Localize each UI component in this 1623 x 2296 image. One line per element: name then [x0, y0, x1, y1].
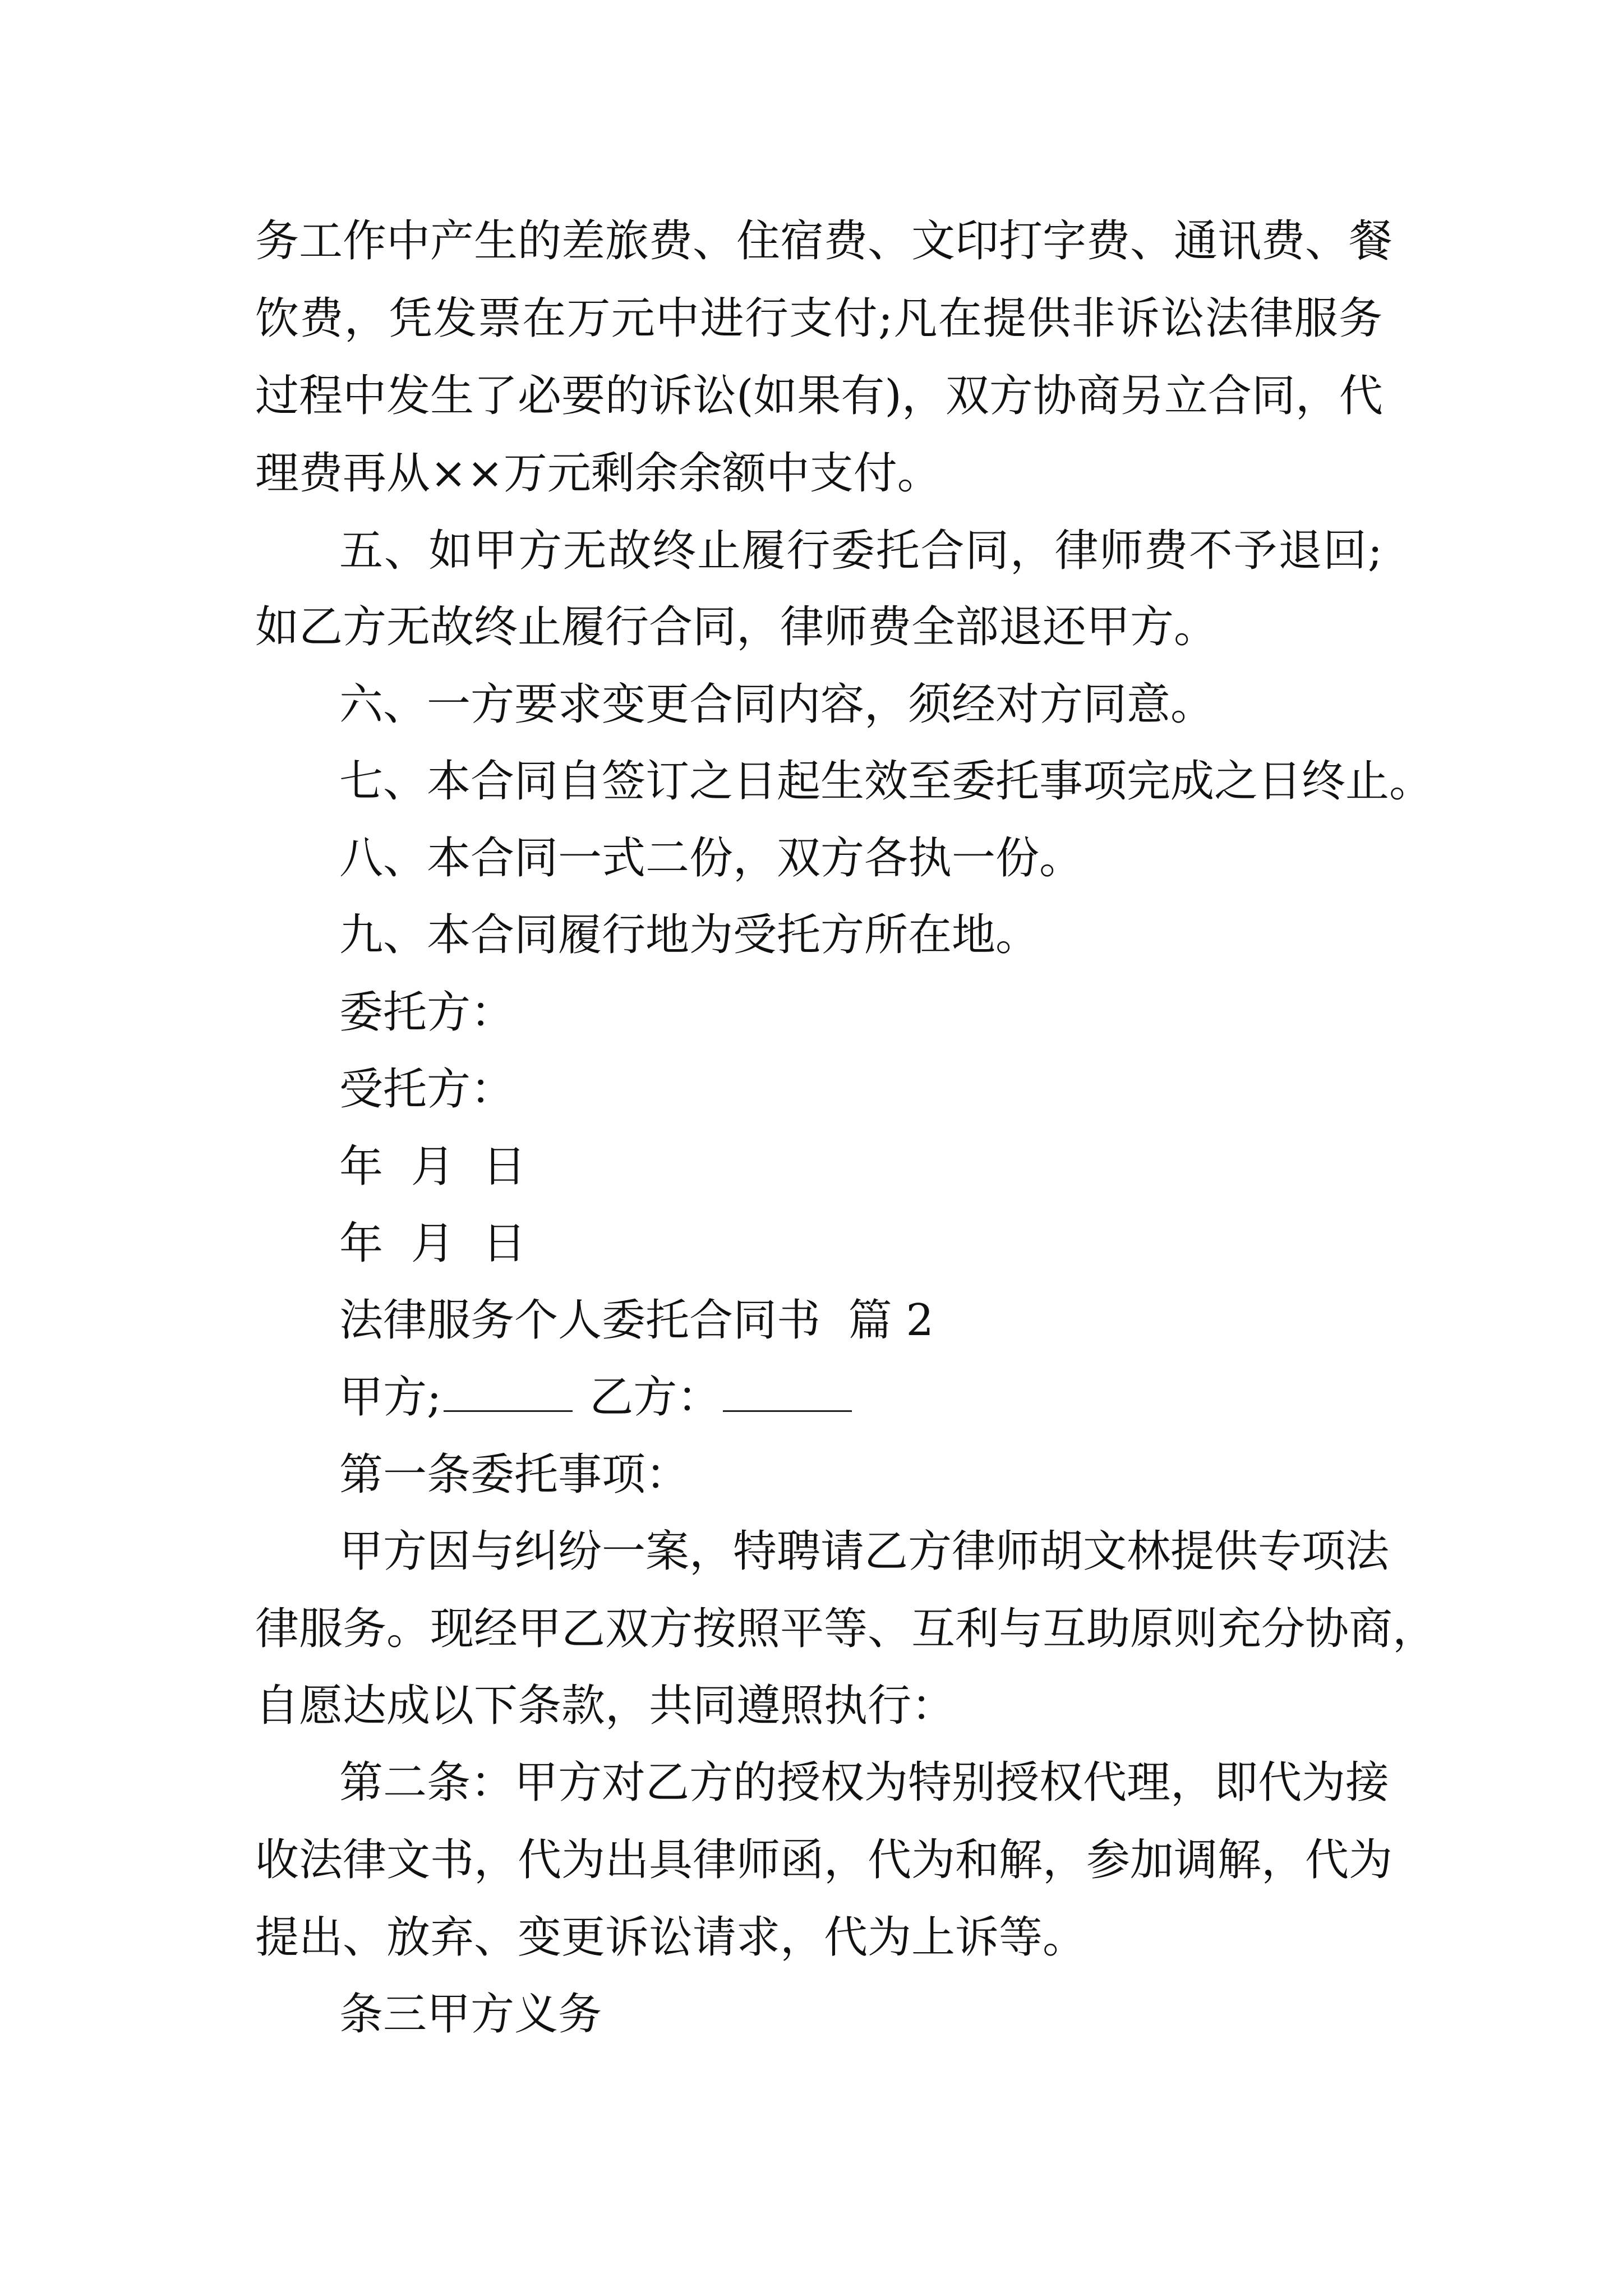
- text-line: 八、本合同一式二份，双方各执一份。: [339, 833, 1083, 884]
- text-line: 九、本合同履行地为受托方所在地。: [339, 910, 1040, 960]
- party-a-label: 甲方;: [339, 1372, 442, 1423]
- section-heading: 条三甲方义务: [339, 1989, 602, 2040]
- date-line: 年 月 日: [339, 1218, 527, 1269]
- text-line: 第一条委托事项：: [339, 1450, 690, 1500]
- text-line: 律服务。现经甲乙双方按照平等、互利与互助原则充分协商，: [255, 1604, 1437, 1654]
- text-line: 饮费，凭发票在万元中进行支付;凡在提供非诉讼法律服务: [255, 293, 1382, 344]
- date-line: 年 月 日: [339, 1142, 527, 1192]
- text-line: 自愿达成以下条款，共同遵照执行：: [255, 1681, 956, 1731]
- text-line: 甲方因与纠纷一案，特聘请乙方律师胡文林提供专项法: [339, 1526, 1390, 1577]
- text-line: 如乙方无故终止履行合同，律师费全部退还甲方。: [255, 602, 1218, 652]
- text-line: 提出、放弃、变更诉讼请求，代为上诉等。: [255, 1912, 1087, 1963]
- party-b-blank: [723, 1375, 852, 1412]
- text-line: 务工作中产生的差旅费、住宿费、文印打字费、通讯费、餐: [255, 216, 1393, 266]
- signature-label-trustee: 受托方：: [339, 1064, 515, 1115]
- signature-label-client: 委托方：: [339, 987, 515, 1038]
- party-a-blank: [444, 1375, 573, 1412]
- section-heading: 法律服务个人委托合同书 篇 2: [339, 1295, 934, 1346]
- text-line: 六、一方要求变更合同内容，须经对方同意。: [339, 679, 1215, 730]
- party-b-label: 乙方：: [589, 1372, 721, 1423]
- text-line: 过程中发生了必要的诉讼(如果有)，双方协商另立合同，代: [255, 371, 1383, 421]
- text-line: 理费再从××万元剩余余额中支付。: [255, 448, 941, 499]
- text-line: 五、如甲方无故终止履行委托合同，律师费不予退回;: [339, 526, 1382, 576]
- text-line: 七、本合同自签订之日起生效至委托事项完成之日终止。: [339, 756, 1433, 807]
- text-line: 收法律文书，代为出具律师函，代为和解，参加调解，代为: [255, 1835, 1393, 1885]
- parties-line: [339, 1369, 1382, 1425]
- text-line: 第二条：甲方对乙方的授权为特别授权代理，即代为接: [339, 1757, 1390, 1808]
